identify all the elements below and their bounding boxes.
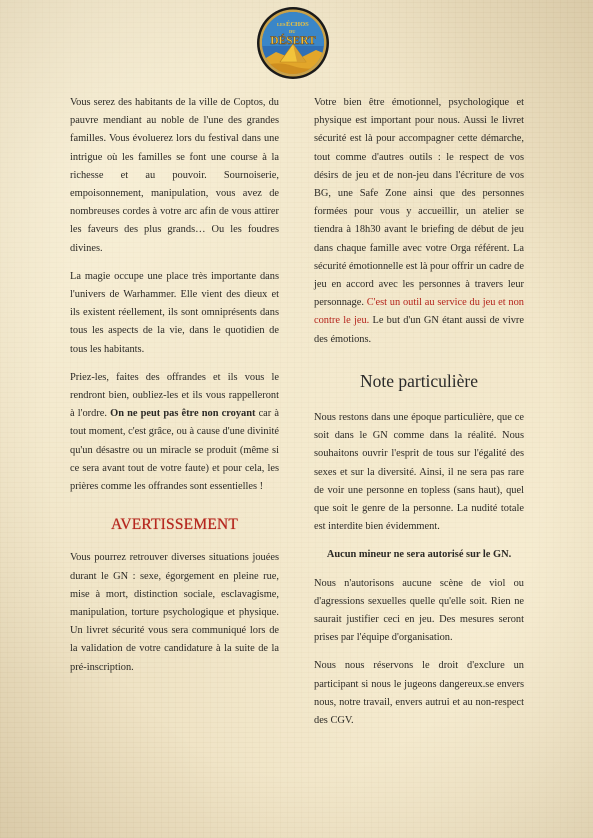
assault-paragraph: Nous n'autorisons aucune scène de viol ou d'agressions sexuelles quelle qu'elle soit. Rien ne saurait justifier ceci en jeu. Des mesures seront prises par l'équipe d'organisation. — [314, 577, 524, 644]
event-logo — [256, 6, 330, 80]
intro-paragraph: Vous serez des habitants de la ville de Coptos, du pauvre mendiant au noble de l'une des grandes familles. Vous évoluerez lors du festival dans une intrigue où les familles se font une course à la richesse et au pouvoir. Sournoiserie, empoisonnement, manipulation, vous avez de nombreuses cordes à votre arc afin de vous attirer les faveurs des plus grands… Ou les foudres divines. — [70, 97, 279, 254]
magic-paragraph: La magie occupe une place très importante dans l'univers de Warhammer. Elle vient des dieux et ils existent réellement, ils sont omniprésents dans tous les aspects de la vie, dans le quotidien de tous les habitants. — [70, 270, 279, 355]
equality-paragraph: Nous restons dans une époque particulière, que ce soit dans le GN comme dans la réalité. Nous souhaitons ouvrir l'esprit de tous sur l'égalité des sexes et sur la diversité. Ainsi, il ne sera pas rare de voir une personne en topless (sans haut), quel que soit le genre de la personne. La nudité totale est interdite bien évidemment. — [314, 412, 524, 533]
prayer-text-end: car à tout moment, c'est grâce, ou à cause d'une divinité qu'un désastre ou un miracle se produit (même si ce sera avant tout de votre faute) et pour cela, les prières comme les offrandes sont essentielles ! — [70, 408, 279, 493]
logo-text-du: DU — [289, 29, 296, 34]
minors-notice: Aucun mineur ne sera autorisé sur le GN. — [326, 549, 512, 561]
left-column — [70, 94, 279, 687]
warning-heading: AVERTISSEMENT — [110, 516, 239, 534]
logo-text-les: LES — [277, 22, 286, 27]
prayer-bold-text: On ne peut pas être non croyant — [110, 408, 256, 420]
prayer-paragraph — [70, 369, 279, 496]
prayer-text-start: Priez-les, faites des offrandes et ils vous le rendront bien, oubliez-les et ils vous rappelleront à l'ordre. — [70, 371, 279, 420]
note-heading: Note particulière — [359, 370, 479, 391]
exclusion-paragraph: Nous nous réservons le droit d'exclure un participant si nous le jugeons dangereux.se envers nous, notre travail, envers autrui et au non-respect des CGV. — [314, 660, 524, 727]
right-column — [314, 94, 524, 740]
logo-text-echos: ÉCHOS — [286, 21, 309, 28]
safety-text-start: Votre bien être émotionnel, psychologique et physique est important pour nous. Aussi le livret sécurité est là pour accompagner cette démarche, tout comme d'autres outils : le respect de vos désirs de jeu et de non-jeu dans l'écriture de vos BG, une Safe Zone ainsi que des personnes formées pour vous y accueillir, un atelier se tiendra à 18h30 avant le briefing de début de jeu dans chaque famille avec votre Orga référent. La sécurité émotionnelle est là pour offrir un cadre de jeu en accord avec les personnes à travers leur personnage. — [314, 97, 524, 309]
warning-paragraph: Vous pourrez retrouver diverses situations jouées durant le GN : sexe, égorgement en pleine rue, mise à mort, distinction sociale, esclavagisme, manipulation, torture psychologique et physique. Un livret sécurité vous sera communiqué lors de la validation de votre candidature à la suite de la pré-inscription. — [70, 552, 279, 673]
safety-paragraph — [314, 94, 524, 349]
safety-text-end: Le but d'un GN étant aussi de vivre des émotions. — [314, 315, 524, 345]
logo-text-desert: DÉSERT — [270, 35, 316, 47]
safety-highlight-text: C'est un outil au service du jeu et non contre le jeu. — [314, 297, 525, 327]
